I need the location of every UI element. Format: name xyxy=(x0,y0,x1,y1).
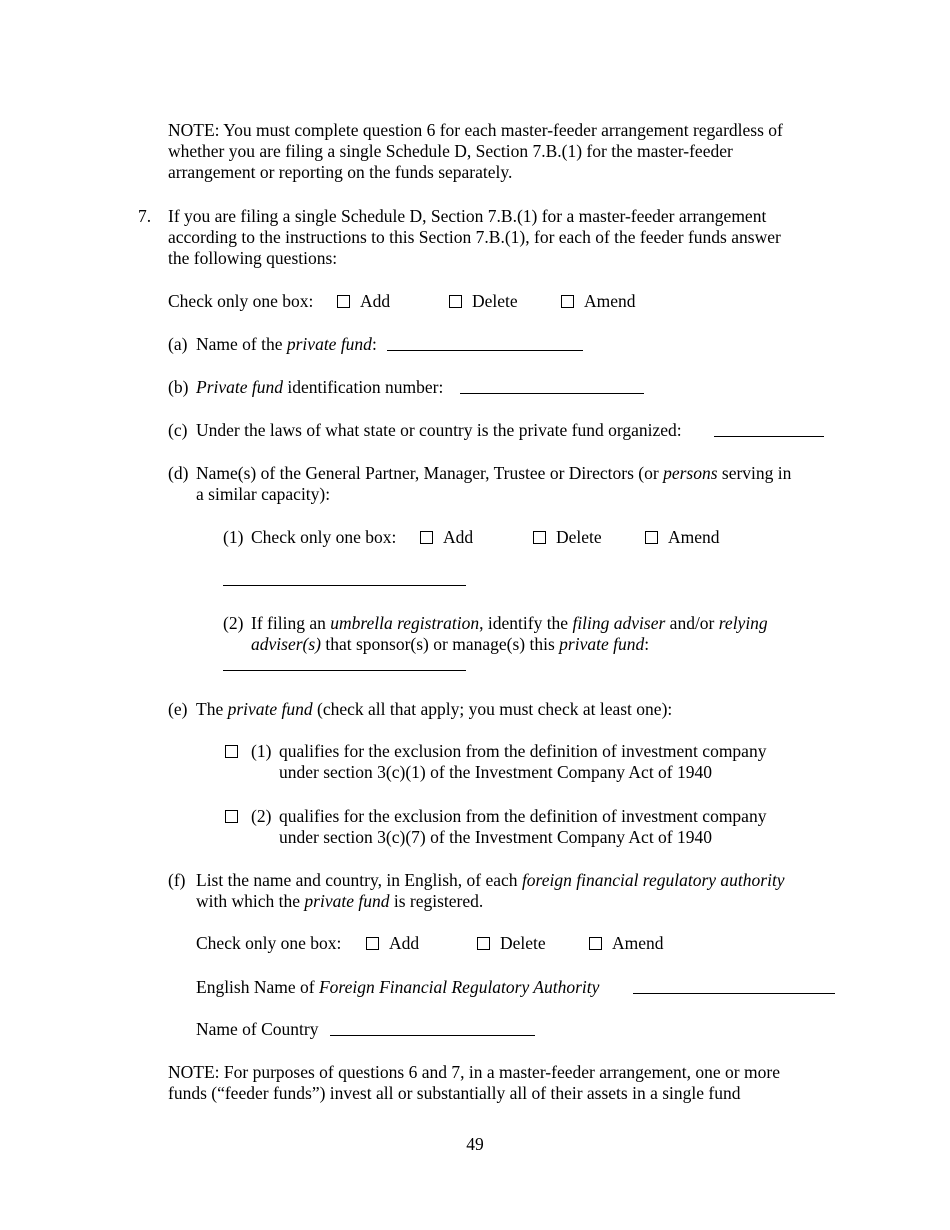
d1-add-label: Add xyxy=(443,527,474,547)
exclusion-3c7-line-2: under section 3(c)(7) of the Investment Company Act of 1940 xyxy=(279,827,713,847)
item-d1-label: (1) xyxy=(223,527,244,547)
private-fund-name-field[interactable] xyxy=(387,350,583,351)
d2-l1-italic-2: filing adviser xyxy=(572,613,666,633)
note-top-line-2: whether you are filing a single Schedule D, Section 7.B.(1) for the master-feeder xyxy=(168,141,733,161)
d1-delete-option[interactable] xyxy=(533,527,602,548)
item-b-text-plain: identification number: xyxy=(283,377,444,397)
item-f-line-2-a: with which the xyxy=(196,891,305,911)
f-amend-checkbox[interactable] xyxy=(589,937,602,950)
item-e-text-b: (check all that apply; you must check at least one): xyxy=(312,699,673,719)
item-f-label: (f) xyxy=(168,870,186,890)
amend-label: Amend xyxy=(584,291,636,311)
d2-l1-part-b: , identify the xyxy=(479,613,573,633)
d2-l1-italic-1: umbrella registration xyxy=(330,613,480,633)
item-d2-label: (2) xyxy=(223,613,244,633)
question-7-number: 7. xyxy=(138,206,152,226)
item-b-text-italic: Private fund xyxy=(196,377,283,397)
english-name-label-italic: Foreign Financial Regulatory Authority xyxy=(318,977,600,997)
exclusion-3c7-checkbox-wrap[interactable] xyxy=(225,806,248,827)
amend-option[interactable] xyxy=(561,291,636,312)
f-add-label: Add xyxy=(389,933,420,953)
exclusion-3c7-label: (2) xyxy=(251,806,272,826)
english-name-field[interactable] xyxy=(633,993,835,994)
d1-delete-label: Delete xyxy=(556,527,602,547)
item-d-line-1-plain: Name(s) of the General Partner, Manager, Trustee or Directors (or xyxy=(196,463,664,483)
item-d2-line-2 xyxy=(251,634,649,655)
item-a-text-italic: private fund xyxy=(286,334,372,354)
amend-checkbox[interactable] xyxy=(561,295,574,308)
organized-jurisdiction-field[interactable] xyxy=(714,436,824,437)
note-bottom-line-2: funds (“feeder funds”) invest all or substantially all of their assets in a single fund xyxy=(168,1083,741,1103)
item-f-line-1-plain: List the name and country, in English, of each xyxy=(196,870,522,890)
country-field[interactable] xyxy=(330,1035,535,1036)
question-7-line-2: according to the instructions to this Section 7.B.(1), for each of the feeder funds answer xyxy=(168,227,781,247)
note-bottom-line-1: NOTE: For purposes of questions 6 and 7, in a master-feeder arrangement, one or more xyxy=(168,1062,780,1082)
check-one-box-group-q7 xyxy=(168,291,313,312)
item-f-line-2-b: is registered. xyxy=(389,891,484,911)
d2-l1-part-c: and/or xyxy=(665,613,719,633)
add-label: Add xyxy=(360,291,391,311)
item-d1-check-label: Check only one box: xyxy=(251,527,397,547)
exclusion-3c1-label: (1) xyxy=(251,741,272,761)
exclusion-3c1-line-1: qualifies for the exclusion from the definition of investment company xyxy=(279,741,767,761)
item-f-line-1 xyxy=(196,870,785,891)
item-f-line-2-italic: private fund xyxy=(304,891,390,911)
f-amend-label: Amend xyxy=(612,933,664,953)
item-d-label: (d) xyxy=(168,463,189,483)
item-c-text: Under the laws of what state or country is the private fund organized: xyxy=(196,420,682,440)
add-checkbox[interactable] xyxy=(337,295,350,308)
general-partner-name-field[interactable] xyxy=(223,585,466,586)
delete-checkbox[interactable] xyxy=(449,295,462,308)
d1-amend-option[interactable] xyxy=(645,527,720,548)
delete-label: Delete xyxy=(472,291,518,311)
item-a-text-plain: Name of the xyxy=(196,334,287,354)
f-check-one-box-label: Check only one box: xyxy=(196,933,342,953)
question-7-line-1: If you are filing a single Schedule D, Section 7.B.(1) for a master-feeder arrangement xyxy=(168,206,767,226)
d2-l2-italic-1: adviser(s) xyxy=(251,634,321,654)
item-b-label: (b) xyxy=(168,377,189,397)
item-a-text xyxy=(196,334,377,355)
d1-delete-checkbox[interactable] xyxy=(533,531,546,544)
item-b-text xyxy=(196,377,443,398)
item-a-label: (a) xyxy=(168,334,188,354)
exclusion-3c1-checkbox-wrap[interactable] xyxy=(225,741,248,762)
d2-l1-part-a: If filing an xyxy=(251,613,331,633)
exclusion-3c1-checkbox[interactable] xyxy=(225,745,238,758)
note-top-line-1: NOTE: You must complete question 6 for each master-feeder arrangement regardless of xyxy=(168,120,783,140)
item-d-line-1-end: serving in xyxy=(717,463,792,483)
f-delete-option[interactable] xyxy=(477,933,546,954)
d1-add-option[interactable] xyxy=(420,527,473,548)
d2-l2-part-a: that sponsor(s) or manage(s) this xyxy=(320,634,560,654)
f-amend-option[interactable] xyxy=(589,933,664,954)
add-option[interactable] xyxy=(337,291,390,312)
exclusion-3c1-line-2: under section 3(c)(1) of the Investment Company Act of 1940 xyxy=(279,762,713,782)
english-name-label xyxy=(196,977,599,998)
check-one-box-label: Check only one box: xyxy=(168,291,314,311)
page-number: 49 xyxy=(466,1134,484,1154)
item-d2-line-1 xyxy=(251,613,768,634)
exclusion-3c7-line-1: qualifies for the exclusion from the definition of investment company xyxy=(279,806,767,826)
item-f-line-2 xyxy=(196,891,483,912)
private-fund-id-field[interactable] xyxy=(460,393,644,394)
item-f-line-1-italic: foreign financial regulatory authority xyxy=(521,870,785,890)
item-d-line-2: a similar capacity): xyxy=(196,484,331,504)
english-name-label-plain: English Name of xyxy=(196,977,319,997)
exclusion-3c7-checkbox[interactable] xyxy=(225,810,238,823)
f-add-checkbox[interactable] xyxy=(366,937,379,950)
f-delete-checkbox[interactable] xyxy=(477,937,490,950)
item-e-text-a: The xyxy=(196,699,228,719)
filing-adviser-field[interactable] xyxy=(223,670,466,671)
item-e-label: (e) xyxy=(168,699,188,719)
item-c-label: (c) xyxy=(168,420,188,440)
delete-option[interactable] xyxy=(449,291,518,312)
item-d-line-1-italic: persons xyxy=(663,463,718,483)
d2-l2-italic-2: private fund xyxy=(559,634,645,654)
note-top-line-3: arrangement or reporting on the funds separately. xyxy=(168,162,513,182)
item-e-text-italic: private fund xyxy=(227,699,313,719)
d1-amend-checkbox[interactable] xyxy=(645,531,658,544)
d2-l2-part-b: : xyxy=(644,634,650,654)
f-add-option[interactable] xyxy=(366,933,419,954)
d2-l1-italic-3: relying xyxy=(718,613,768,633)
question-7-line-3: the following questions: xyxy=(168,248,338,268)
item-d-line-1 xyxy=(196,463,791,484)
d1-amend-label: Amend xyxy=(668,527,720,547)
item-e-text xyxy=(196,699,672,720)
f-delete-label: Delete xyxy=(500,933,546,953)
country-label: Name of Country xyxy=(196,1019,319,1039)
d1-add-checkbox[interactable] xyxy=(420,531,433,544)
item-a-suffix: : xyxy=(371,334,377,354)
